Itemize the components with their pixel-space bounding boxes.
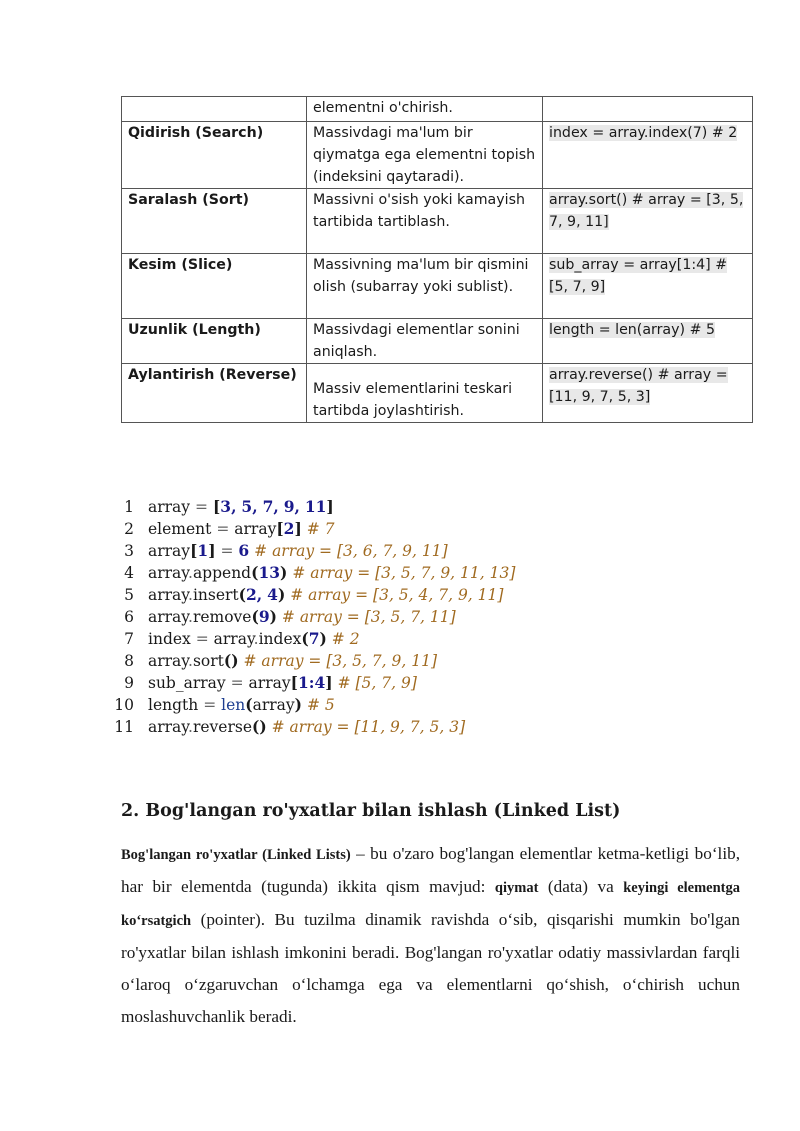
- code-bracket: ): [277, 585, 286, 604]
- code-operator: =: [216, 520, 230, 538]
- code-operator: .: [188, 586, 193, 604]
- operation-description: Massivni o'sish yoki kamayish tartibida tartiblash.: [307, 189, 543, 254]
- operation-name: Aylantirish (Reverse): [122, 364, 307, 423]
- table-row: [122, 364, 753, 423]
- code-number: 6: [238, 541, 250, 560]
- code-operator: .: [188, 718, 193, 736]
- code-text: [148, 606, 456, 628]
- code-identifier: array: [148, 586, 188, 604]
- operation-name: Qidirish (Search): [122, 122, 307, 189]
- line-number: 10: [114, 696, 134, 714]
- table-row: [122, 189, 753, 254]
- code-text: [148, 540, 448, 562]
- code-text: [148, 562, 515, 584]
- term-pointer: keyingi elementga ko‘rsatgich: [121, 880, 740, 929]
- code-identifier: sub_array: [148, 674, 226, 692]
- code-bracket: (: [301, 629, 309, 648]
- code-operator: =: [195, 630, 209, 648]
- code-identifier: index: [148, 630, 191, 648]
- operation-description: Massivdagi ma'lum bir qiymatga ega elementni topish (indeksini qaytaradi).: [307, 122, 543, 189]
- code-number: 9: [283, 497, 295, 516]
- table-row: [122, 122, 753, 189]
- code-line: [110, 540, 710, 562]
- table-row: [122, 319, 753, 364]
- code-identifier: array: [148, 564, 188, 582]
- code-text: [148, 672, 417, 694]
- code-identifier: array: [234, 520, 277, 538]
- code-bracket: [: [276, 519, 284, 538]
- code-operator: =: [230, 674, 244, 692]
- code-text: [148, 716, 465, 738]
- line-number: 7: [124, 630, 134, 648]
- code-operator: ,: [256, 585, 263, 604]
- paragraph-text: – bu o'zaro bog'langan elementlar ketma-ketligi bo‘lib, har bir elementda (tugunda) ikkita qism mavjud:: [121, 844, 740, 896]
- code-builtin: len: [221, 696, 246, 714]
- code-bracket: (: [252, 717, 260, 736]
- code-text: [148, 584, 503, 606]
- code-line: [110, 716, 710, 738]
- code-bracket: ): [269, 607, 277, 626]
- code-snippet: array.reverse() # array = [11, 9, 7, 5, 3]: [549, 367, 728, 405]
- operation-description: Massivning ma'lum bir qismini olish (subarray yoki sublist).: [307, 254, 543, 319]
- code-comment: # array = [3, 5, 7, 9, 11, 13]: [292, 564, 516, 582]
- code-listing: [110, 496, 710, 738]
- code-operator: =: [203, 696, 217, 714]
- code-number: 7: [308, 629, 320, 648]
- code-text: [148, 496, 334, 518]
- code-identifier: remove: [192, 608, 252, 626]
- code-identifier: array: [148, 718, 188, 736]
- code-bracket: (: [238, 585, 246, 604]
- code-line: [110, 584, 710, 606]
- line-number: 2: [124, 520, 134, 538]
- code-operator: ,: [252, 497, 258, 516]
- code-comment: # array = [3, 5, 4, 7, 9, 11]: [290, 586, 504, 604]
- code-operator: ,: [231, 497, 237, 516]
- operation-name: Kesim (Slice): [122, 254, 307, 319]
- code-operator: .: [188, 564, 193, 582]
- code-snippet: length = len(array) # 5: [549, 322, 715, 338]
- operation-code: [543, 97, 753, 122]
- code-text: [148, 694, 335, 716]
- code-comment: # 2: [331, 630, 360, 648]
- operation-code: [543, 122, 753, 189]
- operation-code: [543, 319, 753, 364]
- code-number: 2: [246, 585, 257, 604]
- code-number: 4: [267, 585, 278, 604]
- code-bracket: [: [212, 497, 221, 516]
- code-bracket: ]: [208, 541, 216, 560]
- code-identifier: array: [213, 630, 254, 648]
- code-snippet: index = array.index(7) # 2: [549, 125, 738, 141]
- code-bracket: ]: [325, 673, 333, 692]
- line-number: 9: [124, 674, 134, 692]
- line-number: 8: [124, 652, 134, 670]
- code-line: [110, 496, 710, 518]
- line-number: 11: [114, 718, 134, 736]
- operation-description: elementni o'chirish.: [307, 97, 543, 122]
- line-number: 4: [124, 564, 134, 582]
- line-number: 6: [124, 608, 134, 626]
- code-line: [110, 562, 710, 584]
- code-identifier: index: [258, 630, 302, 648]
- code-bracket: ): [294, 695, 302, 714]
- code-bracket: ): [259, 717, 267, 736]
- code-comment: # [5, 7, 9]: [337, 674, 417, 692]
- code-line: [110, 518, 710, 540]
- code-operator: .: [188, 608, 193, 626]
- operation-code: [543, 189, 753, 254]
- code-operator: ,: [294, 497, 300, 516]
- line-number: 1: [124, 498, 134, 516]
- code-number: 5: [241, 497, 253, 516]
- code-line: [110, 672, 710, 694]
- code-identifier: array: [148, 498, 191, 516]
- operation-code: [543, 254, 753, 319]
- section-heading: 2. Bog'langan ro'yxatlar bilan ishlash (Linked List): [121, 801, 621, 821]
- code-text: [148, 518, 335, 540]
- code-number: 13: [258, 563, 281, 582]
- code-bracket: [: [190, 541, 198, 560]
- code-comment: # 5: [306, 696, 335, 714]
- line-number: 3: [124, 542, 134, 560]
- code-operator: =: [220, 542, 234, 560]
- code-comment: # array = [3, 5, 7, 11]: [281, 608, 456, 626]
- code-identifier: array: [248, 674, 291, 692]
- code-snippet: array.sort() # array = [3, 5, 7, 9, 11]: [549, 192, 744, 230]
- code-line: [110, 650, 710, 672]
- table-row: [122, 254, 753, 319]
- code-number: 3: [220, 497, 232, 516]
- code-identifier: array: [148, 542, 191, 560]
- section-paragraph: [121, 838, 740, 1033]
- code-identifier: sort: [192, 652, 224, 670]
- code-identifier: array: [252, 696, 295, 714]
- code-comment: # array = [3, 6, 7, 9, 11]: [254, 542, 448, 560]
- code-number: 7: [262, 497, 274, 516]
- code-number: 4: [314, 673, 326, 692]
- code-identifier: reverse: [192, 718, 252, 736]
- code-number: 1: [197, 541, 209, 560]
- term-value: qiymat: [494, 880, 539, 896]
- code-identifier: array: [148, 608, 188, 626]
- code-text: [148, 650, 437, 672]
- code-number: 2: [283, 519, 295, 538]
- code-identifier: array: [148, 652, 188, 670]
- code-line: [110, 694, 710, 716]
- table-row: [122, 97, 753, 122]
- code-bracket: ): [319, 629, 327, 648]
- code-operator: =: [195, 498, 208, 516]
- code-bracket: ): [280, 563, 288, 582]
- code-line: [110, 628, 710, 650]
- operation-description: Massivdagi elementlar sonini aniqlash.: [307, 319, 543, 364]
- code-bracket: ): [231, 651, 239, 670]
- code-snippet: sub_array = array[1:4] # [5, 7, 9]: [549, 257, 728, 295]
- code-number: 9: [258, 607, 270, 626]
- code-bracket: (: [223, 651, 232, 670]
- paragraph-text: (pointer). Bu tuzilma dinamik ravishda o‘sib, qisqarishi mumkin bo'lgan ro'yxatlar bilan ishlash imkonini beradi. Bog'langan ro'yxatlar odatiy massivlardan farqli o‘laroq o‘zgaruvchan o‘lchamga ega va elementlarni qo‘shish, o‘chirish uchun moslashuvchanlik beradi.: [121, 910, 740, 1026]
- code-bracket: ]: [326, 497, 334, 516]
- code-bracket: ]: [294, 519, 302, 538]
- code-bracket: [: [290, 673, 298, 692]
- operation-name: Saralash (Sort): [122, 189, 307, 254]
- code-operator: ,: [273, 497, 279, 516]
- code-number: 1: [297, 673, 309, 692]
- code-operator: .: [253, 630, 259, 648]
- code-comment: # array = [3, 5, 7, 9, 11]: [243, 652, 437, 670]
- code-comment: # array = [11, 9, 7, 5, 3]: [271, 718, 466, 736]
- code-comment: # 7: [306, 520, 335, 538]
- code-identifier: append: [192, 564, 252, 582]
- operation-description: Massiv elementlarini teskari tartibda joylashtirish.: [307, 364, 543, 423]
- code-bracket: (: [251, 563, 259, 582]
- code-identifier: insert: [192, 586, 239, 604]
- code-number: 11: [304, 497, 327, 516]
- code-identifier: element: [148, 520, 212, 538]
- operation-name: [122, 97, 307, 122]
- code-line: [110, 606, 710, 628]
- code-bracket: (: [251, 607, 259, 626]
- code-text: [148, 628, 360, 650]
- array-operations-table: [121, 96, 753, 423]
- paragraph-text: (data) va: [538, 877, 624, 896]
- operation-name: Uzunlik (Length): [122, 319, 307, 364]
- code-identifier: length: [148, 696, 199, 714]
- code-operator: .: [188, 652, 193, 670]
- code-bracket: (: [245, 695, 253, 714]
- term-linked-lists: Bog'langan ro'yxatlar (Linked Lists): [121, 847, 351, 863]
- line-number: 5: [124, 586, 134, 604]
- code-operator: :: [308, 673, 315, 692]
- operation-code: [543, 364, 753, 423]
